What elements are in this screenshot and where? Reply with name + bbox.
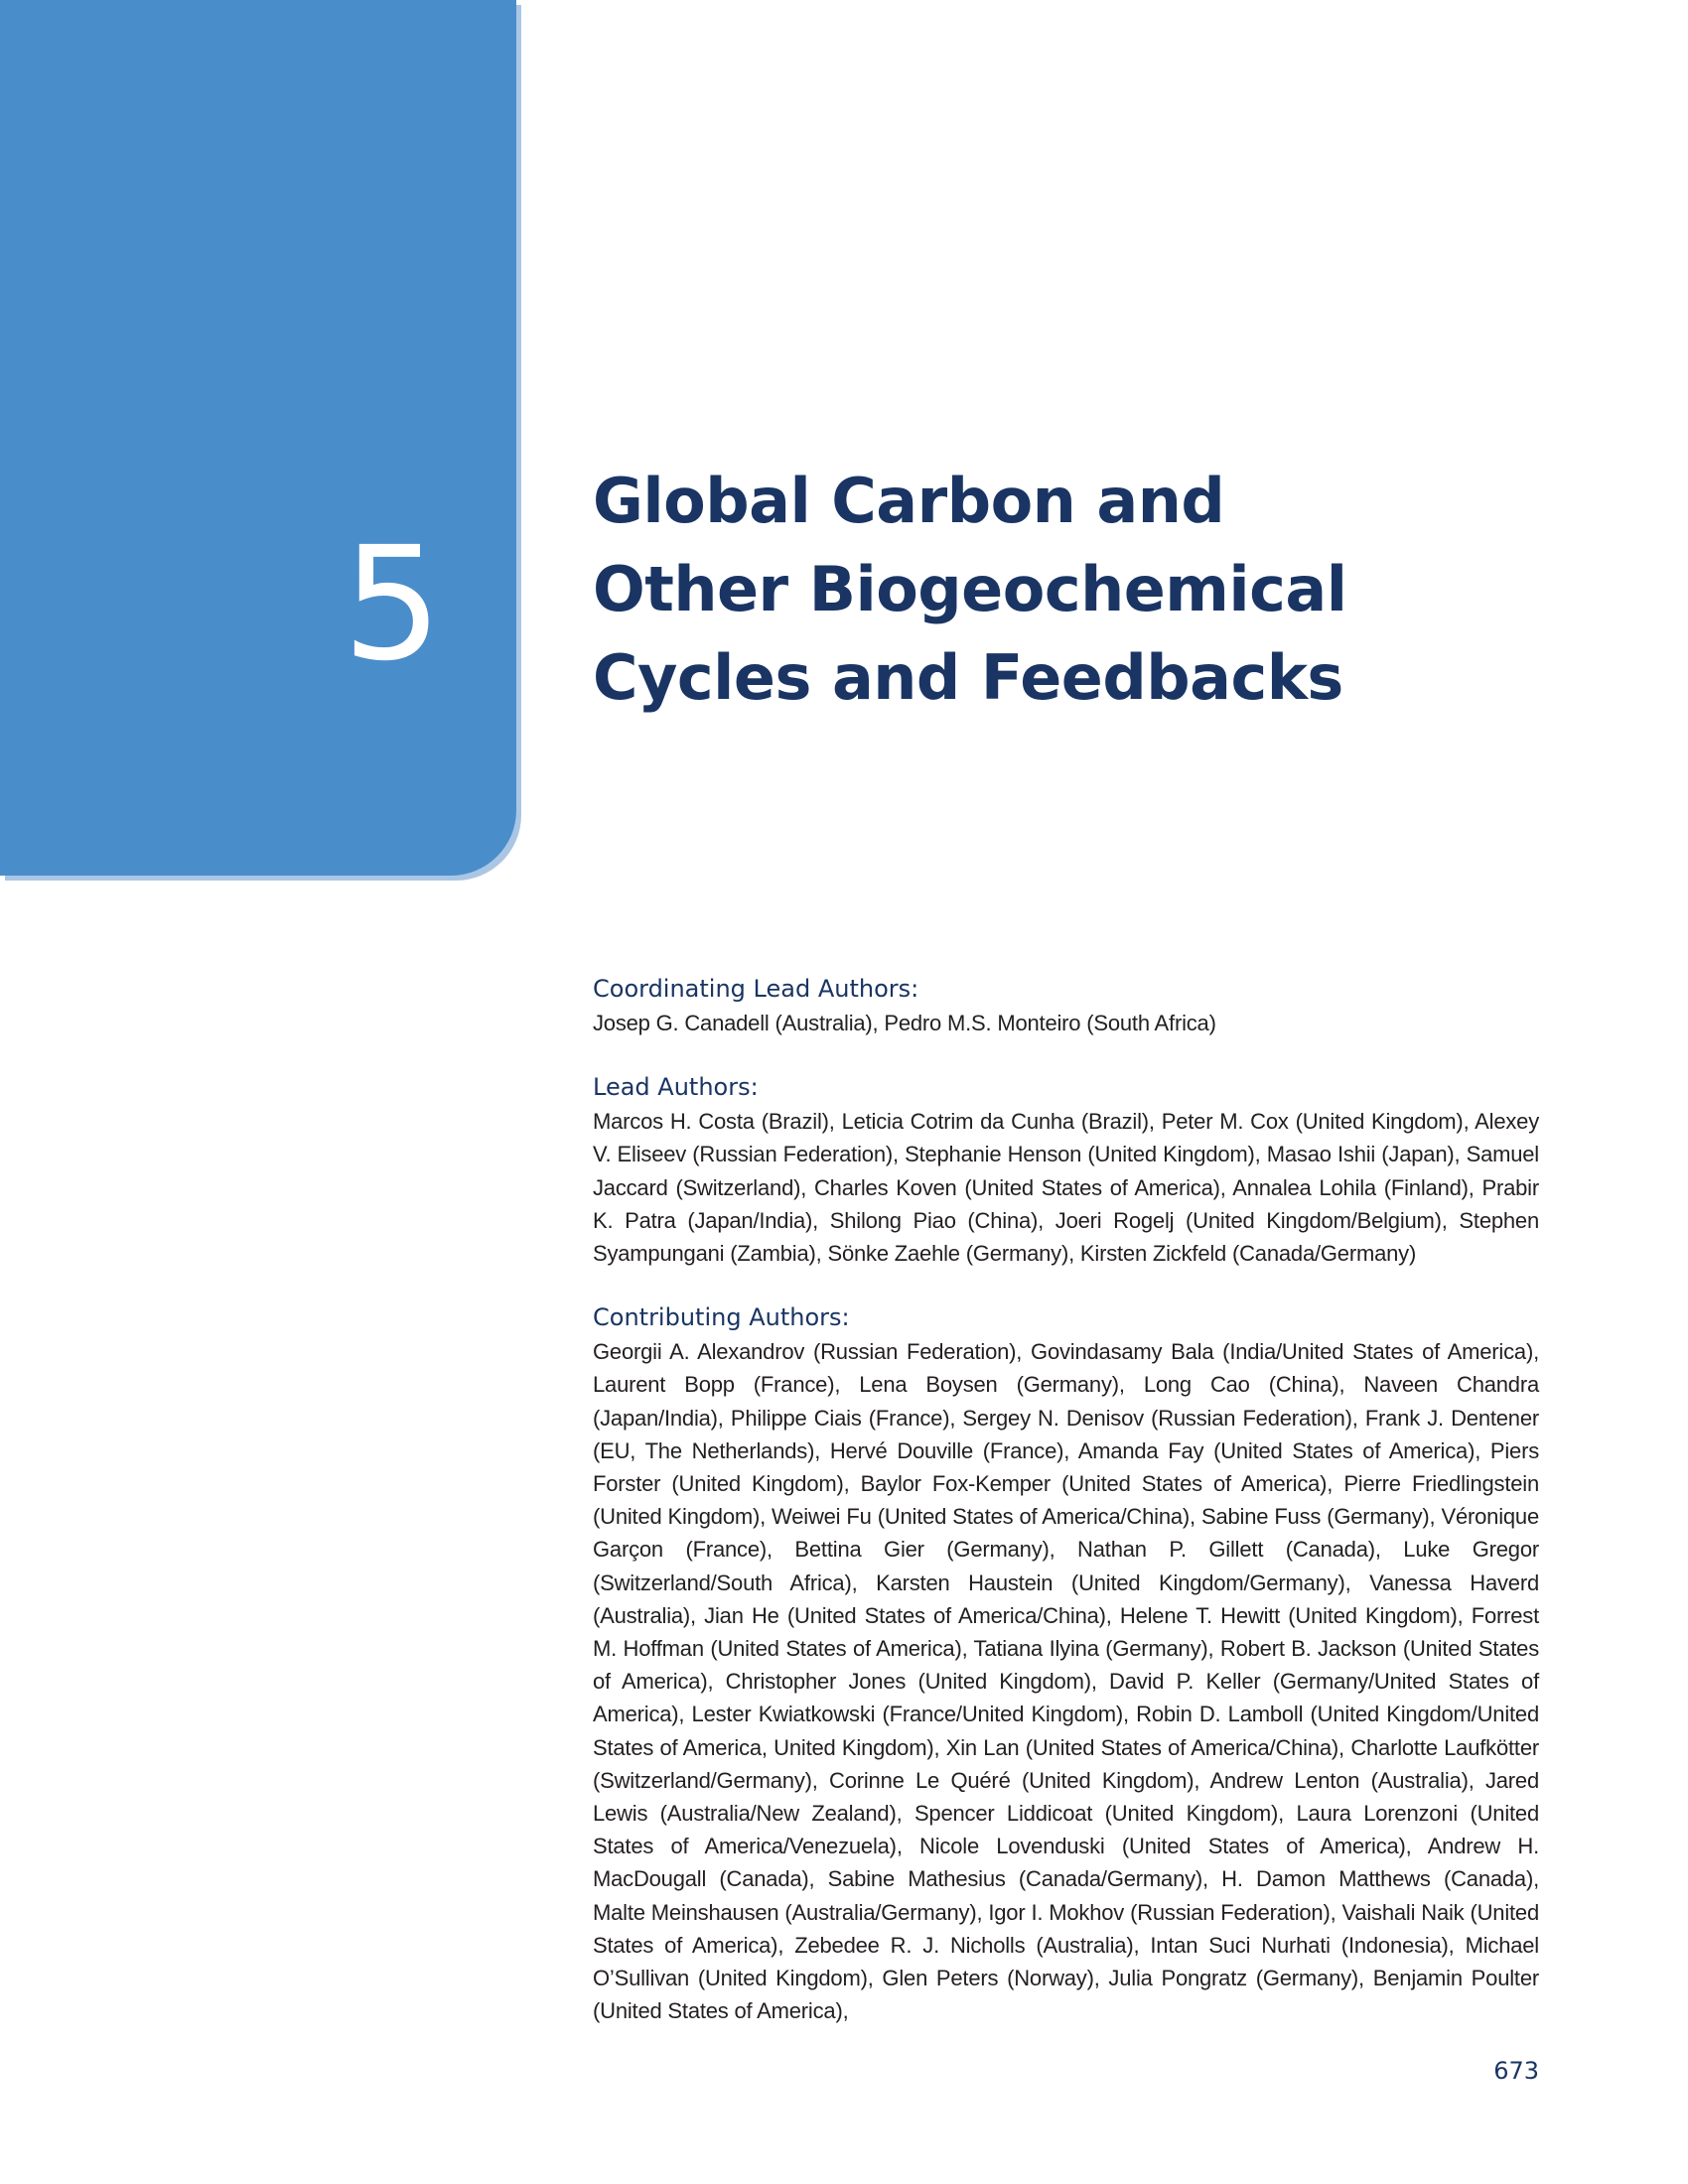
lead-authors-section — [593, 1069, 1539, 1270]
author-list — [593, 971, 1539, 2057]
contributing-authors-list: Georgii A. Alexandrov (Russian Federation), Govindasamy Bala (India/United States of America), Laurent Bopp (France), Lena Boysen (Germany), Long Cao (China), Naveen Chandra (Japan/India), Philippe Ciais (France), Sergey N. Denisov (Russian Federation), Frank J. Dentener (EU, The Netherlands), Hervé Douville (France), Amanda Fay (United States of America), Piers Forster (United Kingdom), Baylor Fox-Kemper (United States of America), Pierre Friedlingstein (United Kingdom), Weiwei Fu (United States of America/China), Sabine Fuss (Germany), Véronique Garçon (France), Bettina Gier (Germany), Nathan P. Gillett (Canada), Luke Gregor (Switzerland/South Africa), Karsten Haustein (United Kingdom/Germany), Vanessa Haverd (Australia), Jian He (United States of America/China), Helene T. Hewitt (United Kingdom), Forrest M. Hoffman (United States of America), Tatiana Ilyina (Germany), Robert B. Jackson (United States of America), Christopher Jones (United Kingdom), David P. Keller (Germany/United States of America), Lester Kwiatkowski (France/United Kingdom), Robin D. Lamboll (United Kingdom/United States of America, United Kingdom), Xin Lan (United States of America/China), Charlotte Laufkötter (Switzerland/Germany), Corinne Le Quéré (United Kingdom), Andrew Lenton (Australia), Jared Lewis (Australia/New Zealand), Spencer Liddicoat (United Kingdom), Laura Lorenzoni (United States of America/Venezuela), Nicole Lovenduski (United States of America), Andrew H. MacDougall (Canada), Sabine Mathesius (Canada/Germany), H. Damon Matthews (Canada), Malte Meinshausen (Australia/Germany), Igor I. Mokhov (Russian Federation), Vaishali Naik (United States of America), Zebedee R. J. Nicholls (Australia), Intan Suci Nurhati (Indonesia), Michael O’Sullivan (United Kingdom), Glen Peters (Norway), Julia Pongratz (Germany), Benjamin Poulter (United States of America), — [593, 1339, 1539, 2024]
chapter-number: 5 — [342, 513, 443, 696]
chapter-title — [593, 457, 1346, 722]
contributing-authors-section — [593, 1299, 1539, 2027]
coordinating-lead-authors-heading: Coordinating Lead Authors: — [593, 975, 919, 1003]
coordinating-lead-authors-list: Josep G. Canadell (Australia), Pedro M.S. Monteiro (South Africa) — [593, 1011, 1216, 1035]
chapter-tab — [0, 0, 516, 876]
chapter-title-line: Other Biogeochemical — [593, 553, 1347, 625]
page-number: 673 — [1493, 2057, 1539, 2085]
lead-authors-list: Marcos H. Costa (Brazil), Leticia Cotrim da Cunha (Brazil), Peter M. Cox (United Kingdom), Alexey V. Eliseev (Russian Federation), Stephanie Henson (United Kingdom), Masao Ishii (Japan), Samuel Jaccard (Switzerland), Charles Koven (United States of America), Annalea Lohila (Finland), Prabir K. Patra (Japan/India), Shilong Piao (China), Joeri Rogelj (United Kingdom/Belgium), Stephen Syampungani (Zambia), Sönke Zaehle (Germany), Kirsten Zickfeld (Canada/Germany) — [593, 1109, 1539, 1267]
lead-authors-heading: Lead Authors: — [593, 1073, 759, 1102]
coordinating-lead-authors-section — [593, 971, 1539, 1039]
chapter-title-line: Cycles and Feedbacks — [593, 641, 1343, 714]
contributing-authors-heading: Contributing Authors: — [593, 1303, 850, 1332]
chapter-title-line: Global Carbon and — [593, 465, 1225, 537]
